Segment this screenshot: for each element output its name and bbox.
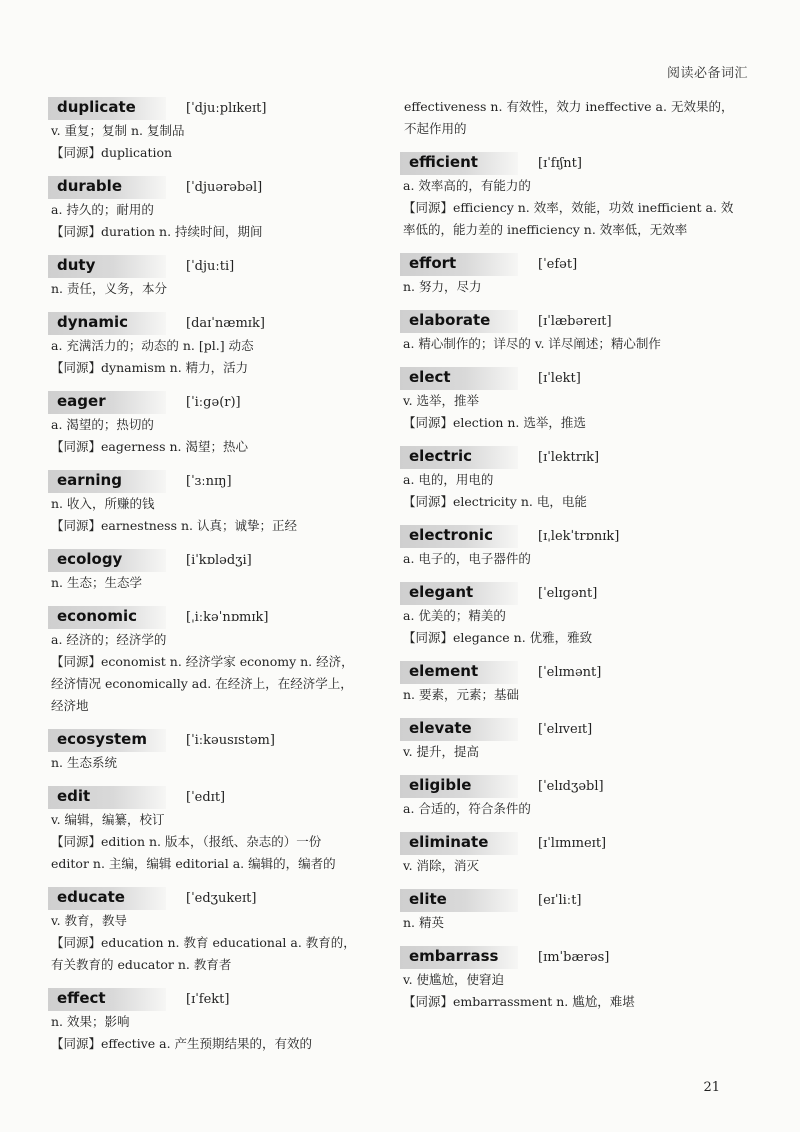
headword: ecosystem xyxy=(57,729,147,748)
pronunciation: [ˈedɪt] xyxy=(186,789,226,805)
headword-highlight xyxy=(400,310,518,333)
entry-headword-row xyxy=(48,886,378,910)
entry-headword-row xyxy=(400,660,740,684)
headword-highlight xyxy=(400,889,518,912)
definition-line: a. 效率高的，有能力的 xyxy=(403,178,531,193)
definition-line: v. 教育，教导 xyxy=(51,913,128,928)
definition-line: 【同源】earnestness n. 认真；诚挚；正经 xyxy=(51,518,297,533)
pronunciation: [ˈdjuːplɪkeɪt] xyxy=(186,100,267,116)
definition-line: 【同源】effective a. 产生预期结果的，有效的 xyxy=(51,1036,313,1051)
pronunciation: [eɪˈliːt] xyxy=(538,892,582,908)
page-number: 21 xyxy=(703,1080,720,1095)
headword-highlight xyxy=(400,718,518,741)
headword-highlight xyxy=(48,988,166,1011)
headword-highlight xyxy=(400,253,518,276)
definition-line: 【同源】elegance n. 优雅，雅致 xyxy=(403,630,593,645)
entry-headword-row xyxy=(400,366,740,390)
headword: embarrass xyxy=(409,946,499,965)
headword: elevate xyxy=(409,718,472,737)
dictionary-entry xyxy=(48,886,378,976)
definition-line: 【同源】embarrassment n. 尴尬，难堪 xyxy=(403,994,635,1009)
dictionary-entry xyxy=(48,987,378,1055)
pronunciation: [ɪˈlæbəreɪt] xyxy=(538,313,612,329)
dictionary-entry xyxy=(400,831,740,877)
pronunciation: [ɪˈlekt] xyxy=(538,370,581,386)
entry-headword-row xyxy=(48,175,378,199)
dictionary-entry xyxy=(48,311,378,379)
definition-line: a. 电子的，电子器件的 xyxy=(403,551,531,566)
dictionary-entry xyxy=(400,445,740,513)
definition-line: 【同源】duplication xyxy=(51,145,173,160)
left-column xyxy=(48,96,378,1055)
definition-line: a. 渴望的；热切的 xyxy=(51,417,154,432)
headword: effect xyxy=(57,988,106,1007)
pronunciation: [ˌiːkəˈnɒmɪk] xyxy=(186,609,269,625)
definition-line: n. 收入，所赚的钱 xyxy=(51,496,155,511)
definition-line: a. 优美的；精美的 xyxy=(403,608,506,623)
definition-line: 率低的，能力差的 inefficiency n. 效率低，无效率 xyxy=(403,222,688,237)
dictionary-entry xyxy=(48,548,378,594)
headword: earning xyxy=(57,470,122,489)
definition-line: a. 精心制作的；详尽的 v. 详尽阐述；精心制作 xyxy=(403,336,661,351)
definition-line: v. 提升，提高 xyxy=(403,744,480,759)
entry-headword-row xyxy=(48,311,378,335)
definition-line: 有关教育的 educator n. 教育者 xyxy=(51,957,232,972)
entry-headword-row xyxy=(48,469,378,493)
headword: eliminate xyxy=(409,832,489,851)
definition-line: v. 编辑，编纂，校订 xyxy=(51,812,165,827)
dictionary-entry xyxy=(400,717,740,763)
definition-line: v. 选举，推举 xyxy=(403,393,480,408)
headword: effort xyxy=(409,253,457,272)
headword: duty xyxy=(57,255,96,274)
definition-line: n. 效果；影响 xyxy=(51,1014,130,1029)
definition-line: a. 经济的；经济学的 xyxy=(51,632,167,647)
entry-headword-row xyxy=(48,96,378,120)
headword: efficient xyxy=(409,152,478,171)
pronunciation: [ɪˈfɪʃnt] xyxy=(538,155,582,171)
pronunciation: [ɪˈlektrɪk] xyxy=(538,449,600,465)
definition-line: a. 持久的；耐用的 xyxy=(51,202,154,217)
headword: duplicate xyxy=(57,97,136,116)
dictionary-entry xyxy=(48,254,378,300)
headword-highlight xyxy=(400,582,518,605)
entry-headword-row xyxy=(400,831,740,855)
definition-line: a. 电的，用电的 xyxy=(403,472,494,487)
pronunciation: [ˈelɪgənt] xyxy=(538,585,598,601)
headword: elite xyxy=(409,889,447,908)
dictionary-entry xyxy=(400,888,740,934)
dictionary-entry xyxy=(48,605,378,717)
definition-line: n. 生态系统 xyxy=(51,755,117,770)
dictionary-entry xyxy=(48,96,378,164)
headword: elaborate xyxy=(409,310,491,329)
headword-highlight xyxy=(48,391,166,414)
pronunciation: [ˈelɪdʒəbl] xyxy=(538,778,604,794)
definition-line: v. 消除，消灭 xyxy=(403,858,480,873)
definition-line: 【同源】electricity n. 电，电能 xyxy=(403,494,587,509)
entry-headword-row xyxy=(400,151,740,175)
definition-line: a. 合适的，符合条件的 xyxy=(403,801,531,816)
entry-headword-row xyxy=(48,548,378,572)
dictionary-entry xyxy=(48,175,378,243)
dictionary-entry xyxy=(400,945,740,1013)
headword: edit xyxy=(57,786,91,805)
entry-headword-row xyxy=(48,390,378,414)
entry-headword-row xyxy=(48,254,378,278)
dictionary-entry xyxy=(48,728,378,774)
headword: electric xyxy=(409,446,472,465)
dictionary-entry xyxy=(400,252,740,298)
headword-highlight xyxy=(48,887,166,910)
pronunciation: [ˈedʒukeɪt] xyxy=(186,890,257,906)
entry-headword-row xyxy=(48,728,378,752)
entry-headword-row xyxy=(400,252,740,276)
definition-line: editor n. 主编，编辑 editorial a. 编辑的，编者的 xyxy=(51,856,336,871)
definition-line: 【同源】efficiency n. 效率，效能，功效 inefficient a. 效 xyxy=(403,200,734,215)
dictionary-entry xyxy=(48,469,378,537)
definition-line: a. 充满活力的；动态的 n. [pl.] 动态 xyxy=(51,338,254,353)
definition-line: 【同源】economist n. 经济学家 economy n. 经济， xyxy=(51,654,354,669)
headword-highlight xyxy=(400,946,518,969)
entry-headword-row xyxy=(400,717,740,741)
entry-headword-row xyxy=(400,309,740,333)
headword-highlight xyxy=(48,729,166,752)
definition-line: n. 要素，元素；基础 xyxy=(403,687,519,702)
continued-definition-line: effectiveness n. 有效性，效力 ineffective a. 无效果的， xyxy=(404,99,734,114)
headword: eligible xyxy=(409,775,472,794)
definition-line: v. 使尴尬，使窘迫 xyxy=(403,972,505,987)
headword-highlight xyxy=(400,367,518,390)
dictionary-entry xyxy=(400,660,740,706)
pronunciation: [iˈkɒlədʒi] xyxy=(186,552,252,568)
headword: element xyxy=(409,661,479,680)
definition-line: n. 精英 xyxy=(403,915,444,930)
dictionary-entry xyxy=(400,366,740,434)
pronunciation: [ˈdjuərəbəl] xyxy=(186,179,263,195)
entry-headword-row xyxy=(400,581,740,605)
right-column xyxy=(400,96,740,1013)
entry-headword-row xyxy=(400,524,740,548)
headword-highlight xyxy=(400,775,518,798)
headword-highlight xyxy=(48,606,166,629)
pronunciation: [ɪˈlɪmɪneɪt] xyxy=(538,835,607,851)
headword: educate xyxy=(57,887,125,906)
entry-headword-row xyxy=(400,445,740,469)
headword: elegant xyxy=(409,582,474,601)
pronunciation: [ˈiːkəusɪstəm] xyxy=(186,732,275,748)
pronunciation: [ˈelɪmənt] xyxy=(538,664,602,680)
pronunciation: [ˈiːgə(r)] xyxy=(186,394,241,410)
definition-line: n. 责任，义务，本分 xyxy=(51,281,167,296)
pronunciation: [ɪˈfekt] xyxy=(186,991,230,1007)
headword-highlight xyxy=(400,661,518,684)
dictionary-entry xyxy=(400,774,740,820)
headword-highlight xyxy=(48,470,166,493)
entry-headword-row xyxy=(48,605,378,629)
entry-headword-row xyxy=(400,774,740,798)
dictionary-entry xyxy=(48,390,378,458)
definition-line: 【同源】eagerness n. 渴望；热心 xyxy=(51,439,248,454)
dictionary-entry xyxy=(400,524,740,570)
definition-line: v. 重复；复制 n. 复制品 xyxy=(51,123,185,138)
headword: durable xyxy=(57,176,122,195)
continued-definition-line: 不起作用的 xyxy=(404,121,467,136)
headword: dynamic xyxy=(57,312,128,331)
headword-highlight xyxy=(400,152,518,175)
headword-highlight xyxy=(48,786,166,809)
headword-highlight xyxy=(400,832,518,855)
headword-highlight xyxy=(48,312,166,335)
definition-line: 【同源】dynamism n. 精力，活力 xyxy=(51,360,249,375)
headword: economic xyxy=(57,606,138,625)
entry-headword-row xyxy=(48,987,378,1011)
dictionary-entry xyxy=(400,581,740,649)
pronunciation: [ˈdjuːti] xyxy=(186,258,235,274)
entry-headword-row xyxy=(400,945,740,969)
running-header: 阅读必备词汇 xyxy=(666,66,748,81)
pronunciation: [daɪˈnæmɪk] xyxy=(186,315,265,331)
headword: elect xyxy=(409,367,451,386)
entry-headword-row xyxy=(48,785,378,809)
headword-highlight xyxy=(48,176,166,199)
definition-line: 经济情况 economically ad. 在经济上，在经济学上， xyxy=(51,676,353,691)
definition-line: 【同源】election n. 选举，推选 xyxy=(403,415,586,430)
entry-headword-row xyxy=(400,888,740,912)
dictionary-entry xyxy=(400,151,740,241)
pronunciation: [ˈelɪveɪt] xyxy=(538,721,593,737)
definition-line: 【同源】education n. 教育 educational a. 教育的， xyxy=(51,935,356,950)
headword: electronic xyxy=(409,525,493,544)
pronunciation: [ˈɜːnɪŋ] xyxy=(186,473,232,489)
definition-line: n. 努力，尽力 xyxy=(403,279,482,294)
definition-line: 经济地 xyxy=(51,698,89,713)
pronunciation: [ɪˌlekˈtrɒnɪk] xyxy=(538,528,620,544)
headword-highlight xyxy=(48,97,166,120)
headword-highlight xyxy=(400,446,518,469)
definition-line: 【同源】edition n. 版本，（报纸、杂志的）一份 xyxy=(51,834,322,849)
headword: eager xyxy=(57,391,106,410)
dictionary-entry xyxy=(48,785,378,875)
headword-highlight xyxy=(400,525,518,548)
pronunciation: [ɪmˈbærəs] xyxy=(538,949,610,965)
definition-line: n. 生态；生态学 xyxy=(51,575,142,590)
headword-highlight xyxy=(48,255,166,278)
headword: ecology xyxy=(57,549,123,568)
dictionary-entry xyxy=(400,309,740,355)
headword-highlight xyxy=(48,549,166,572)
pronunciation: [ˈefət] xyxy=(538,256,578,272)
definition-line: 【同源】duration n. 持续时间，期间 xyxy=(51,224,263,239)
